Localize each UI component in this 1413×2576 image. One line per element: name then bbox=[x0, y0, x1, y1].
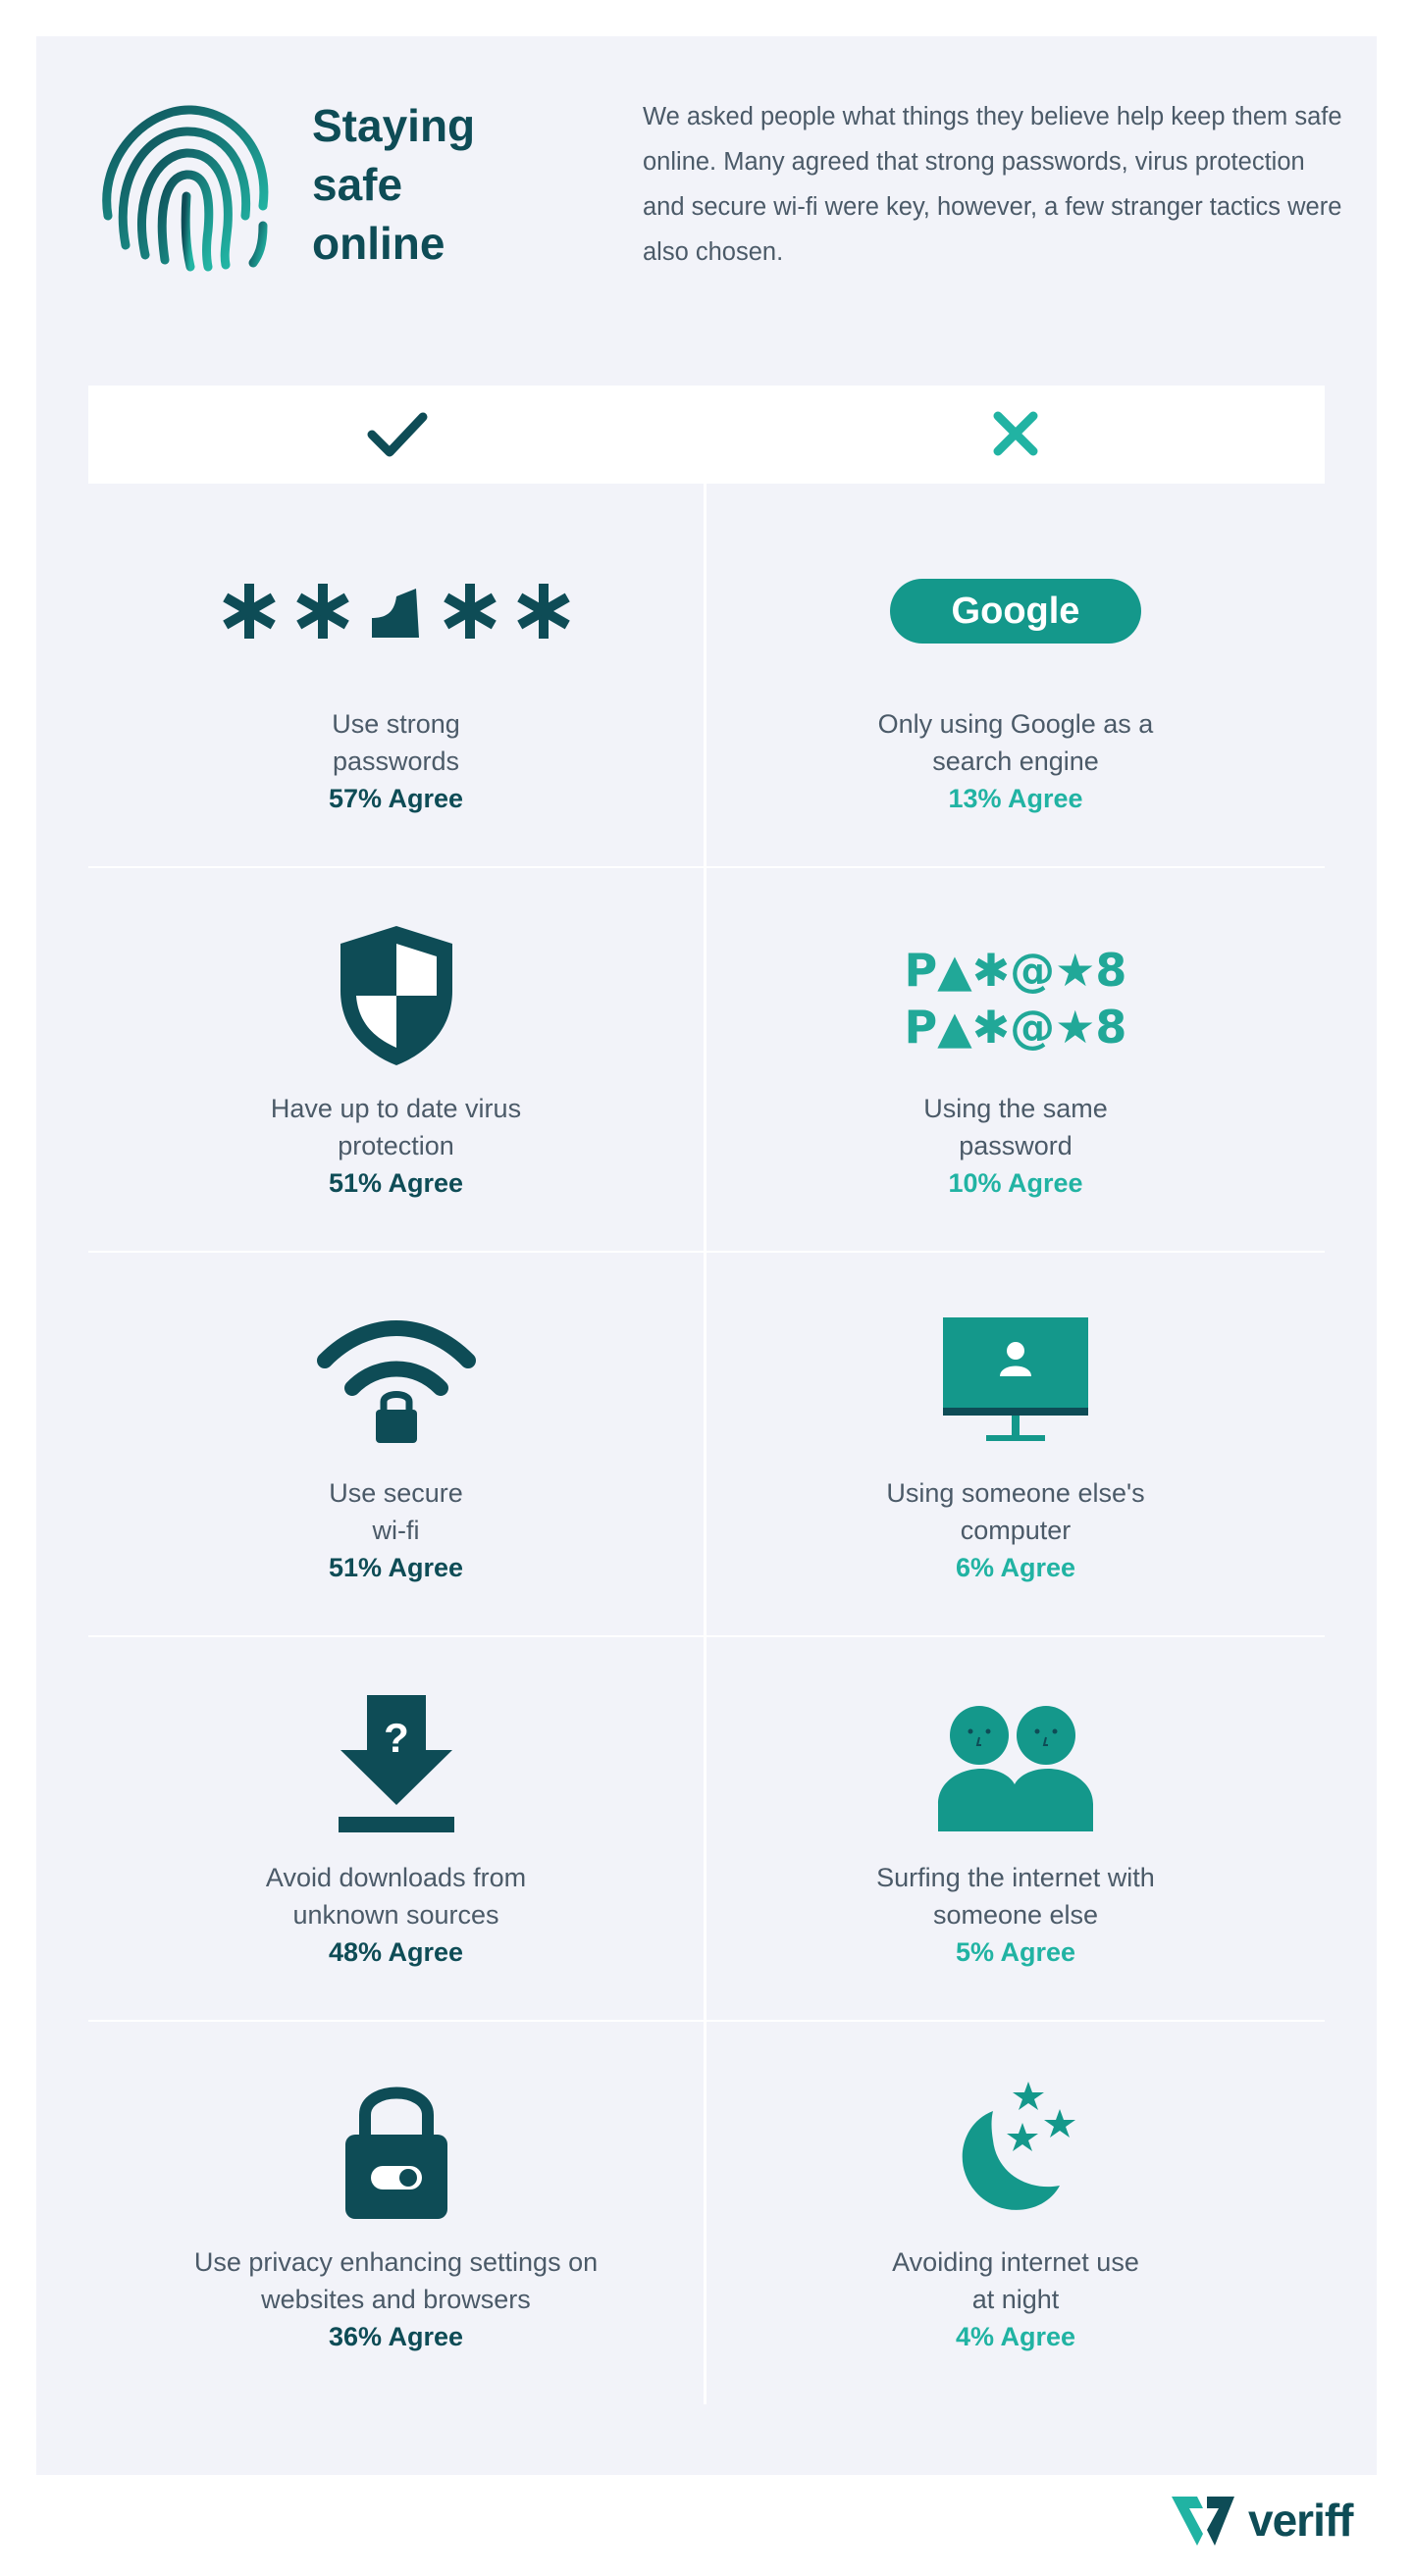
tactic-cell bbox=[88, 2022, 706, 2404]
agree-percentage: 13% Agree bbox=[948, 784, 1083, 813]
table-header bbox=[88, 386, 1325, 482]
tactic-label: Use secure wi-fi bbox=[329, 1478, 463, 1545]
secure-wifi-icon bbox=[313, 1312, 480, 1449]
agree-percentage: 51% Agree bbox=[328, 1168, 464, 1198]
cross-icon bbox=[990, 408, 1041, 459]
agree-percentage: 6% Agree bbox=[955, 1553, 1076, 1582]
agree-percentage: 51% Agree bbox=[328, 1553, 464, 1582]
tactic-cell bbox=[706, 484, 1325, 866]
tactic-label: Have up to date virus protection bbox=[270, 1094, 522, 1160]
table-row bbox=[88, 866, 1325, 1251]
table-row bbox=[88, 1251, 1325, 1635]
same-password-icon bbox=[888, 937, 1143, 1055]
header-cell-agree bbox=[88, 386, 706, 482]
table-row bbox=[88, 482, 1325, 866]
shield-icon bbox=[333, 922, 460, 1069]
tactic-label: Using the same password bbox=[923, 1094, 1108, 1160]
privacy-lock-icon bbox=[338, 2076, 455, 2223]
agree-percentage: 57% Agree bbox=[328, 784, 464, 813]
header-cell-strange bbox=[706, 386, 1325, 482]
moon-stars-icon bbox=[942, 2076, 1089, 2223]
tactic-cell bbox=[706, 1253, 1325, 1635]
password-asterisks-icon bbox=[220, 577, 573, 645]
tactic-cell bbox=[88, 1637, 706, 2020]
tactic-label: Surfing the internet with someone else bbox=[876, 1863, 1155, 1930]
tactic-label: Use strong passwords bbox=[332, 709, 460, 776]
tactic-label: Avoid downloads from unknown sources bbox=[265, 1863, 527, 1930]
tactic-cell bbox=[706, 868, 1325, 1251]
tactic-cell bbox=[706, 1637, 1325, 2020]
agree-percentage: 4% Agree bbox=[955, 2322, 1076, 2351]
tactic-label: Only using Google as a search engine bbox=[877, 709, 1154, 776]
agree-percentage: 5% Agree bbox=[955, 1937, 1076, 1967]
fingerprint-icon bbox=[88, 98, 275, 275]
check-icon bbox=[366, 409, 429, 458]
table-row bbox=[88, 1635, 1325, 2020]
table-row bbox=[88, 2020, 1325, 2404]
tactic-label: Using someone else's computer bbox=[886, 1478, 1145, 1545]
tactic-cell bbox=[706, 2022, 1325, 2404]
page-title: Staying safe online bbox=[312, 100, 476, 269]
agree-percentage: 36% Agree bbox=[328, 2322, 464, 2351]
two-people-icon bbox=[932, 1696, 1099, 1833]
computer-user-icon bbox=[937, 1312, 1094, 1449]
svg-text:?: ? bbox=[383, 1715, 409, 1761]
google-badge-text: Google bbox=[951, 591, 1080, 632]
tactic-label: Use privacy enhancing settings on websites and browsers bbox=[193, 2247, 599, 2314]
veriff-logo-icon bbox=[1168, 2487, 1238, 2553]
footer-logo bbox=[1168, 2487, 1352, 2553]
password-line: P▲✱@★8 bbox=[904, 944, 1127, 997]
tactic-label: Avoiding internet use at night bbox=[892, 2247, 1139, 2314]
tactic-cell bbox=[88, 1253, 706, 1635]
brand-name: veriff bbox=[1248, 2495, 1353, 2546]
download-question-icon bbox=[333, 1691, 460, 1838]
tactic-cell bbox=[88, 868, 706, 1251]
google-badge-icon bbox=[888, 577, 1143, 645]
password-line: P▲✱@★8 bbox=[904, 1001, 1127, 1054]
agree-percentage: 48% Agree bbox=[328, 1937, 464, 1967]
agree-percentage: 10% Agree bbox=[948, 1168, 1083, 1198]
tactic-cell bbox=[88, 484, 706, 866]
comparison-table bbox=[88, 386, 1325, 2404]
intro-paragraph: We asked people what things they believe help keep them safe online. Many agreed that strong passwords, virus protection and secure wi-fi were key, however, a few stranger tactics were also chosen. bbox=[643, 103, 1342, 266]
